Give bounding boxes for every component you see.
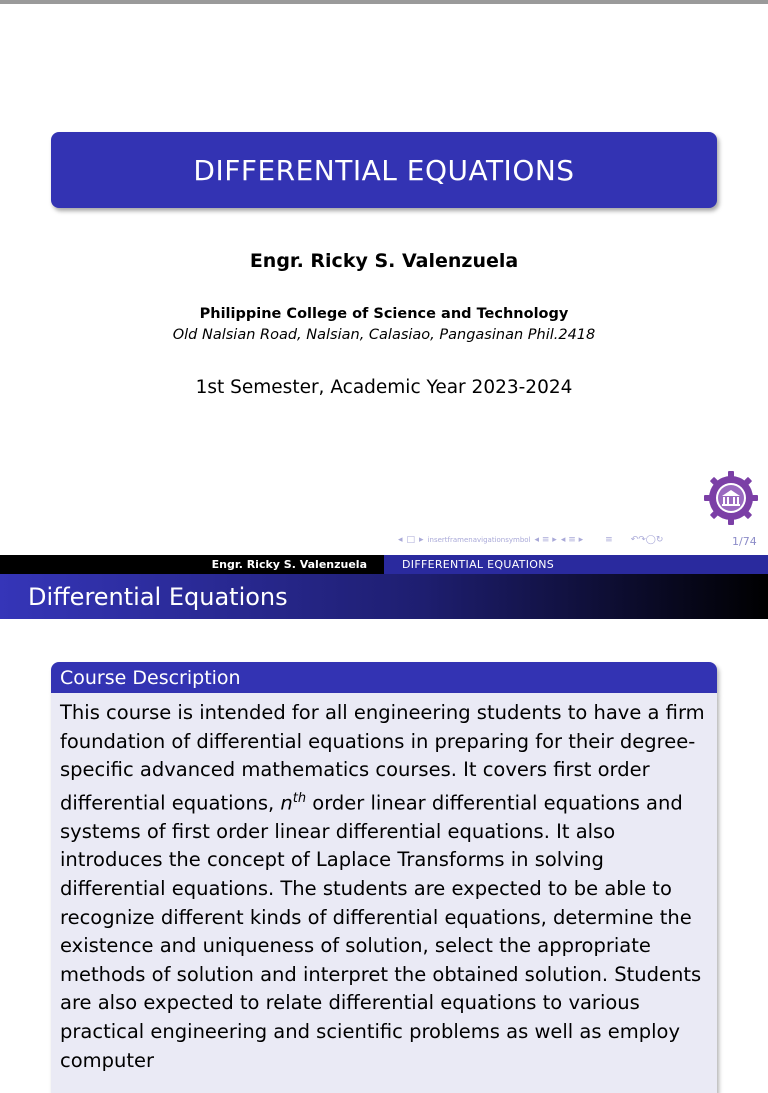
nav-subsection-icon[interactable]: ◂ ≡ ▸ [560,535,584,545]
beamer-navigation-bar [398,532,663,548]
nav-next-icon[interactable]: ▸ [419,535,424,545]
college-seal-icon [702,469,760,527]
semester-label: 1st Semester, Academic Year 2023-2024 [195,377,573,398]
institution-name: Philippine College of Science and Technology [199,306,569,322]
footer-title-text: DIFFERENTIAL EQUATIONS [402,558,555,571]
institution-address: Old Nalsian Road, Nalsian, Calasiao, Pangasinan Phil.2418 [172,327,596,343]
nav-search-icon[interactable]: ↶↷◯↻ [630,535,664,545]
title-slide [0,4,768,555]
course-description-block [51,662,717,1072]
footer-title [384,555,768,574]
footer-author [0,555,384,574]
presentation-title: DIFFERENTIAL EQUATIONS [193,153,575,187]
nav-frame-icon[interactable]: □ [406,535,416,545]
frame-title-bar [0,574,768,619]
block-body [51,693,717,1093]
nav-placeholder-label: insertframenavigationsymbol [427,536,531,544]
page-number: 1/74 [732,535,757,548]
footline [0,555,768,574]
nav-toc-icon[interactable]: ≡ [605,535,613,545]
math-superscript: th [292,790,307,806]
title-box [51,132,717,208]
block-title: Course Description [51,662,717,693]
frame-title: Differential Equations [28,582,288,611]
description-text-part2: order linear differential equations and systems of first order linear differential equations. It also introduces the concept of Laplace Transforms in solving differential equations. The students are expected to be able to recognize different kinds of differential equations, determine the existence and uniqueness of solution, select the appropriate methods of solution and interpret the obtained solution. Students are also expected to relate differential equations to various practical engineering and scientific problems as well as employ computer [60,791,702,1072]
nav-section-prev-icon[interactable]: ◂ ≡ ▸ [534,535,557,545]
footer-author-text: Engr. Ricky S. Valenzuela [211,558,367,571]
nav-prev-icon[interactable]: ◂ [398,535,403,545]
math-n: n [280,791,293,815]
author-name: Engr. Ricky S. Valenzuela [249,250,519,272]
description-text-part1: This course is intended for all engineering students to have a firm foundation of differential equations in preparing for their degree-specific advanced mathematics courses. It covers first order differential equations, [60,701,705,815]
